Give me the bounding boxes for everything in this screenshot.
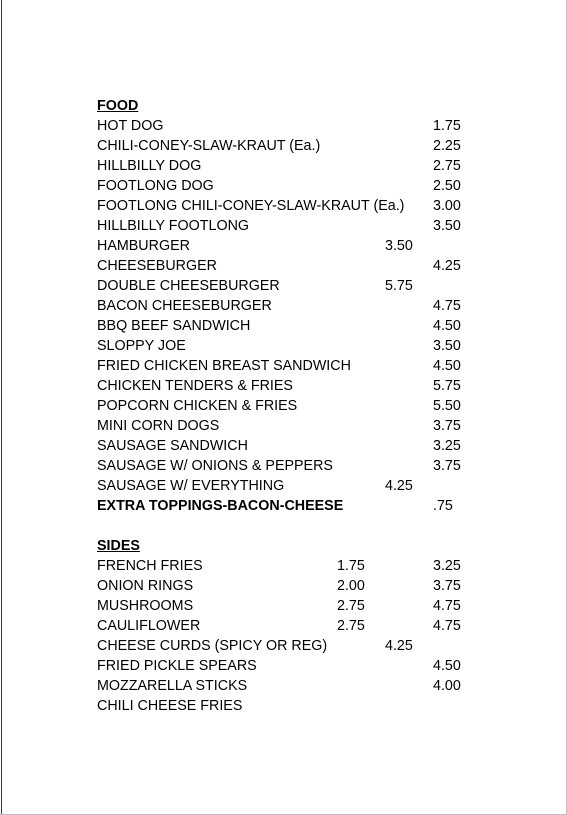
menu-item-name: BACON CHEESEBURGER	[97, 298, 272, 314]
menu-item-name: BBQ BEEF SANDWICH	[97, 318, 251, 334]
menu-item-name: SAUSAGE W/ EVERYTHING	[97, 478, 285, 494]
menu-item-name: CHILI-CONEY-SLAW-KRAUT (Ea.)	[97, 138, 321, 154]
menu-item-row	[97, 556, 497, 576]
section-heading-row	[97, 536, 497, 556]
menu-item-row	[97, 416, 497, 436]
menu-item-name: POPCORN CHICKEN & FRIES	[97, 398, 298, 414]
menu-item-name: CAULIFLOWER	[97, 618, 201, 634]
menu-item-price: 1.75	[337, 558, 365, 574]
menu-item-name: SAUSAGE SANDWICH	[97, 438, 248, 454]
menu-item-row	[97, 696, 497, 716]
menu-item-row	[97, 616, 497, 636]
menu-item-name: MUSHROOMS	[97, 598, 194, 614]
menu-item-name: ONION RINGS	[97, 578, 194, 594]
menu-item-name: FRENCH FRIES	[97, 558, 203, 574]
menu-item-price: 5.75	[433, 378, 461, 394]
menu-item-name: CHILI CHEESE FRIES	[97, 698, 243, 714]
menu-item-name: HOT DOG	[97, 118, 164, 134]
menu-item-row	[97, 576, 497, 596]
menu-item-name: EXTRA TOPPINGS-BACON-CHEESE	[97, 498, 344, 514]
menu-item-row	[97, 396, 497, 416]
menu-item-row	[97, 116, 497, 136]
menu-item-name: FOOTLONG DOG	[97, 178, 214, 194]
menu-item-price: 4.25	[385, 638, 413, 654]
menu-item-name: HILLBILLY DOG	[97, 158, 202, 174]
menu-item-price: 2.00	[337, 578, 365, 594]
menu-item-name: CHEESEBURGER	[97, 258, 217, 274]
menu-item-row	[97, 676, 497, 696]
menu-item-name: FRIED PICKLE SPEARS	[97, 658, 257, 674]
menu-item-price: 5.75	[385, 278, 413, 294]
menu-document	[97, 96, 497, 716]
menu-item-row	[97, 256, 497, 276]
menu-item-price: 3.75	[433, 578, 461, 594]
menu-item-name: FRIED CHICKEN BREAST SANDWICH	[97, 358, 351, 374]
menu-item-row	[97, 136, 497, 156]
menu-item-row	[97, 276, 497, 296]
menu-item-price: 2.25	[433, 138, 461, 154]
menu-item-price: 4.00	[433, 678, 461, 694]
menu-item-price: 3.75	[433, 418, 461, 434]
menu-item-name: SLOPPY JOE	[97, 338, 186, 354]
menu-item-price: 4.25	[433, 258, 461, 274]
menu-item-price: 4.50	[433, 358, 461, 374]
menu-item-price: 3.25	[433, 438, 461, 454]
menu-item-row	[97, 656, 497, 676]
section-heading: SIDES	[97, 538, 140, 554]
menu-item-row	[97, 376, 497, 396]
menu-item-row	[97, 476, 497, 496]
menu-item-row	[97, 456, 497, 476]
menu-item-name: CHEESE CURDS (SPICY OR REG)	[97, 638, 328, 654]
menu-item-row	[97, 316, 497, 336]
page-edge-left	[1, 0, 2, 815]
menu-item-name: DOUBLE CHEESEBURGER	[97, 278, 280, 294]
menu-item-name: MINI CORN DOGS	[97, 418, 220, 434]
menu-item-price: 3.25	[433, 558, 461, 574]
menu-item-row	[97, 356, 497, 376]
menu-item-price: 2.50	[433, 178, 461, 194]
menu-item-price: 2.75	[337, 618, 365, 634]
menu-item-row	[97, 336, 497, 356]
menu-item-row	[97, 496, 497, 516]
menu-item-price: 4.50	[433, 318, 461, 334]
menu-item-row	[97, 156, 497, 176]
menu-item-price: 3.50	[385, 238, 413, 254]
menu-item-price: 3.00	[433, 198, 461, 214]
menu-item-row	[97, 216, 497, 236]
menu-item-name: HILLBILLY FOOTLONG	[97, 218, 250, 234]
menu-item-price: 4.75	[433, 298, 461, 314]
menu-item-price: 4.50	[433, 658, 461, 674]
section-heading: FOOD	[97, 98, 139, 114]
menu-item-row	[97, 636, 497, 656]
menu-item-price: 5.50	[433, 398, 461, 414]
menu-item-row	[97, 196, 497, 216]
menu-item-row	[97, 436, 497, 456]
menu-item-name: CHICKEN TENDERS & FRIES	[97, 378, 293, 394]
menu-item-price: 4.75	[433, 598, 461, 614]
menu-item-price: 2.75	[433, 158, 461, 174]
menu-item-name: HAMBURGER	[97, 238, 190, 254]
section-spacer	[97, 516, 497, 536]
menu-item-price: 1.75	[433, 118, 461, 134]
menu-item-price: .75	[433, 498, 453, 514]
menu-item-row	[97, 236, 497, 256]
menu-item-price: 3.50	[433, 218, 461, 234]
menu-item-name: FOOTLONG CHILI-CONEY-SLAW-KRAUT (Ea.)	[97, 198, 405, 214]
section-heading-row	[97, 96, 497, 116]
menu-item-row	[97, 176, 497, 196]
menu-item-price: 4.75	[433, 618, 461, 634]
menu-item-row	[97, 296, 497, 316]
menu-item-price: 4.25	[385, 478, 413, 494]
menu-item-price: 3.50	[433, 338, 461, 354]
menu-item-row	[97, 596, 497, 616]
menu-item-price: 2.75	[337, 598, 365, 614]
menu-item-name: SAUSAGE W/ ONIONS & PEPPERS	[97, 458, 333, 474]
menu-item-price: 3.75	[433, 458, 461, 474]
menu-item-name: MOZZARELLA STICKS	[97, 678, 248, 694]
